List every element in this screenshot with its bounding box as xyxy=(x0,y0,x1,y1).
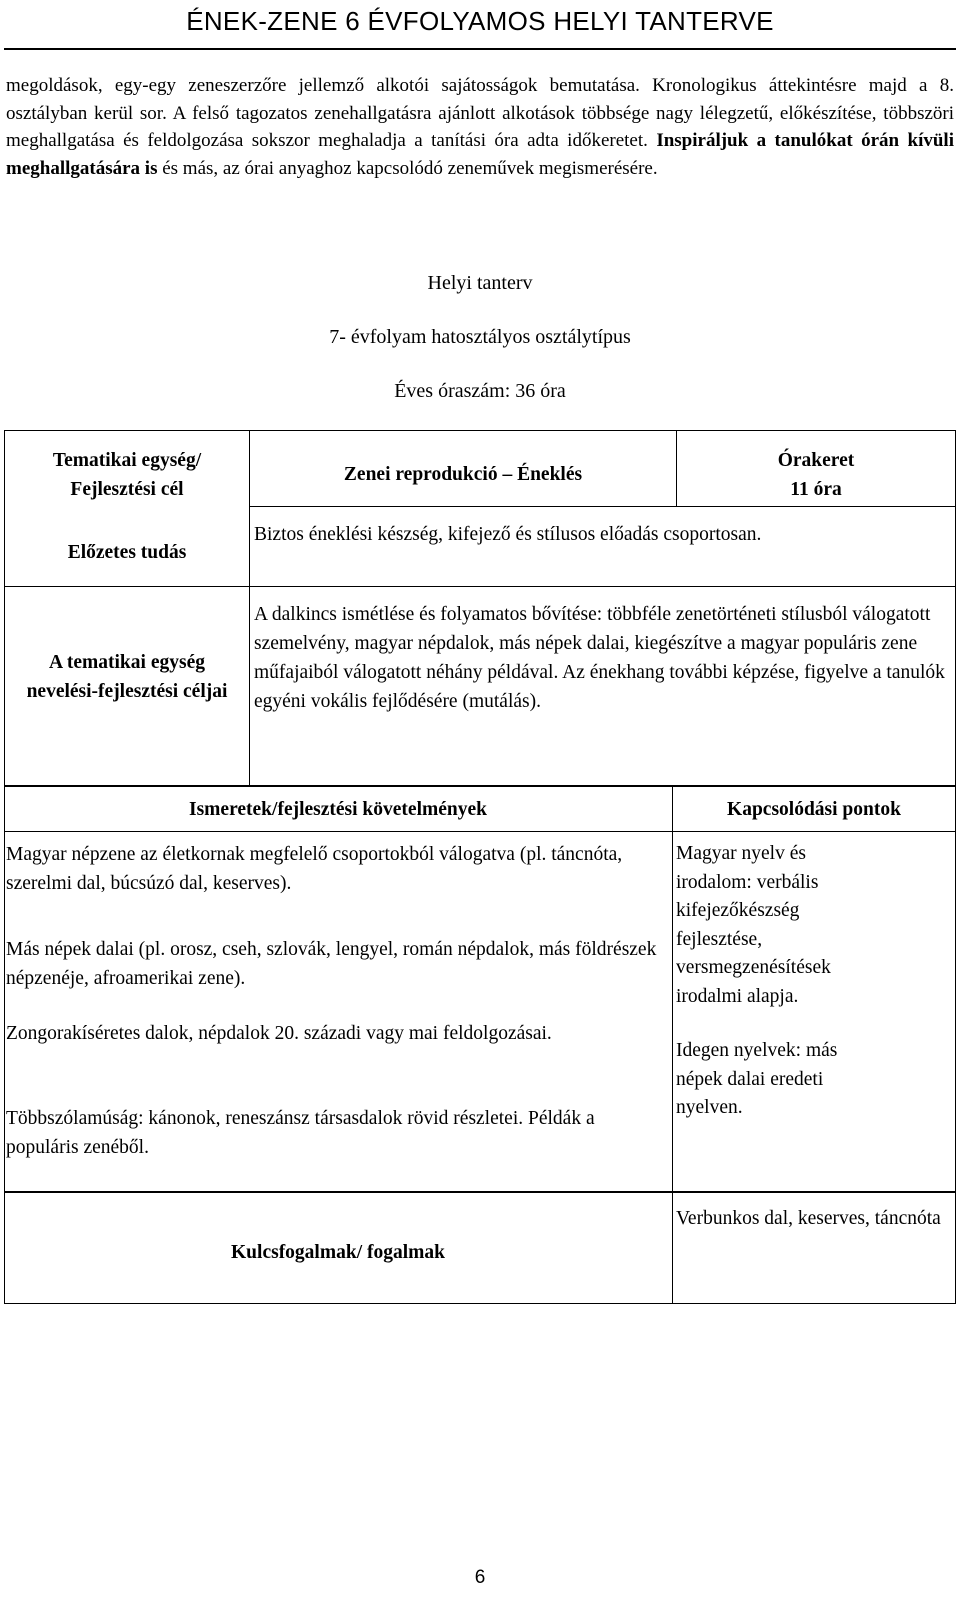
requirement-item: Zongorakíséretes dalok, népdalok 20. századi vagy mai feldolgozásai. xyxy=(6,1023,552,1044)
connections-header: Kapcsolódási pontok xyxy=(727,799,901,820)
requirement-item: Más népek dalai (pl. orosz, cseh, szlovák, lengyel, román népdalok, más földrészek népzenéje, afroamerikai zene). xyxy=(6,939,657,989)
key-concepts-value: Verbunkos dal, keserves, táncnóta xyxy=(676,1208,941,1229)
page-number: 6 xyxy=(474,1567,486,1588)
key-concepts-label: Kulcsfogalmak/ fogalmak xyxy=(231,1242,445,1263)
timeframe-value: 11 óra xyxy=(790,479,842,500)
intro-bold-text: Inspiráljuk a tanulókat órán kívüli meghallgatására is xyxy=(6,130,954,179)
development-goals-value: A dalkincs ismétlése és folyamatos bővítése: többféle zenetörténeti stílusból válogatott szemelvény, magyar népdalok, más népek dalai, kiegészítve a magyar populáris zene műfajaiból válogatott néhány példával. Az énekhang további képzése, figyelve a tanulók egyéni vokális fejlődésére (mutálás). xyxy=(254,604,945,712)
intro-paragraph xyxy=(6,72,954,182)
connection-item: Magyar nyelv és irodalom: verbális kifejezőkészség fejlesztése, versmegzenésítések irodalmi alapja. xyxy=(676,843,831,1007)
table1-divider-v1 xyxy=(249,430,250,786)
connection-item: Idegen nyelvek: más népek dalai eredeti nyelven. xyxy=(676,1040,838,1118)
prior-knowledge-label: Előzetes tudás xyxy=(67,542,187,563)
header-rule xyxy=(4,48,956,50)
section-title: Helyi tanterv xyxy=(427,272,533,294)
section-subtitle: 7- évfolyam hatosztályos osztálytípus xyxy=(329,326,631,348)
header-title: ÉNEK-ZENE 6 ÉVFOLYAMOS HELYI TANTERVE xyxy=(186,6,774,36)
annual-hours: Éves óraszám: 36 óra xyxy=(394,380,566,402)
table3-divider-v xyxy=(672,1192,673,1304)
table1-divider-h2 xyxy=(4,586,956,587)
requirements-header: Ismeretek/fejlesztési követelmények xyxy=(189,799,487,820)
table2-header-divider xyxy=(4,831,956,832)
development-goals-label: A tematikai egység nevelési-fejlesztési céljai xyxy=(26,652,228,702)
intro-text-1: megoldások, egy-egy zeneszerzőre jellemző alkotói sajátosságok bemutatása. Kronologikus áttekintésre majd a 8. osztályban kerül sor. A felső tagozatos zenehallgatásra ajánlott alkotások többsége nagy lélegzetű, előkészítése, többszöri meghallgatása és feldolgozása sokszor meghaladja a tanítási óra adta időkeretet. xyxy=(6,75,954,151)
thematic-unit-label: Tematikai egység/ Fejlesztési cél xyxy=(52,450,202,500)
prior-knowledge-value: Biztos éneklési készség, kifejező és stílusos előadás csoportosan. xyxy=(254,524,762,545)
requirement-item: Többszólamúság: kánonok, reneszánsz társasdalok rövid részletei. Példák a populáris zenéből. xyxy=(6,1108,595,1158)
page-header xyxy=(0,0,960,44)
timeframe-label: Órakeret xyxy=(777,450,855,471)
intro-text-2: és más, az órai anyaghoz kapcsolódó zeneművek megismerésére. xyxy=(157,157,658,179)
table1-divider-v2 xyxy=(676,430,677,507)
requirement-item: Magyar népzene az életkornak megfelelő csoportokból válogatva (pl. táncnóta, szerelmi dal, búcsúzó dal, keserves). xyxy=(6,844,623,894)
table1-divider-h1 xyxy=(249,506,956,507)
thematic-unit-value: Zenei reprodukció – Éneklés xyxy=(343,464,583,485)
table2-divider-v xyxy=(672,786,673,1192)
